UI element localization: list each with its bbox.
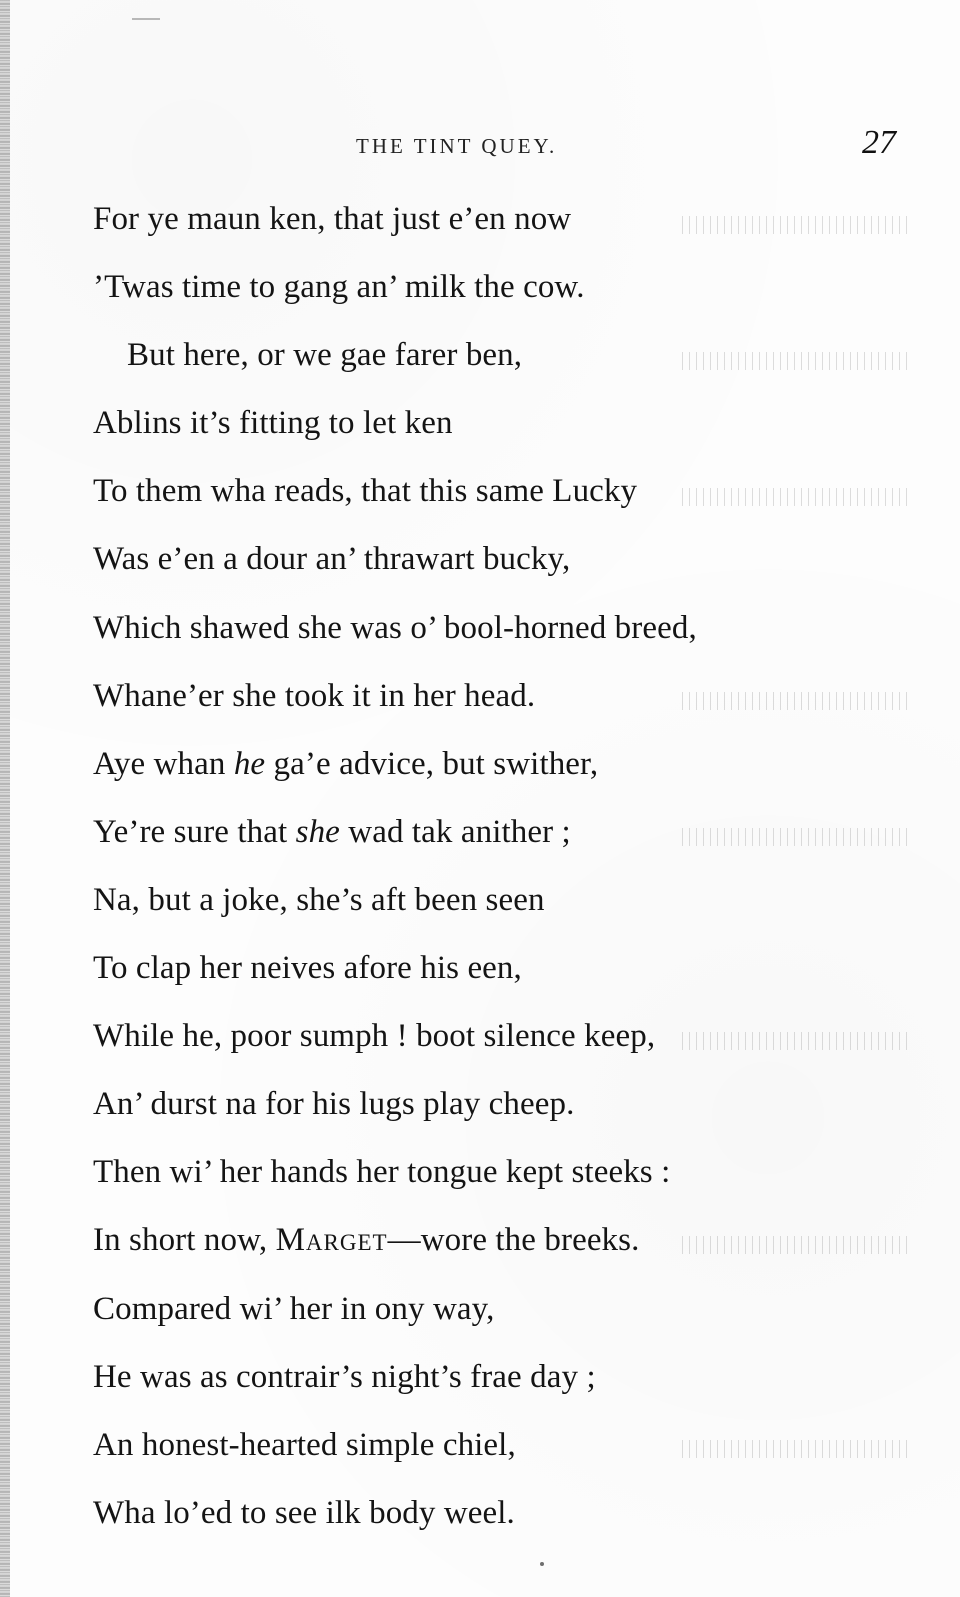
verse-line-18 xyxy=(93,1351,913,1419)
bleed-through-speckle xyxy=(682,692,912,710)
verse-line-20-text: Wha lo’ed to see ilk body weel. xyxy=(93,1494,515,1531)
verse-line-3-text: But here, or we gae farer ben, xyxy=(127,337,523,374)
verse-line-14-text: An’ durst na for his lugs play cheep. xyxy=(93,1086,575,1123)
verse-line-5-text: To them wha reads, that this same Lucky xyxy=(93,473,638,510)
verse-line-16-start: In short now, xyxy=(93,1222,276,1259)
verse-line-11 xyxy=(93,874,913,942)
verse-line-13-text: While he, poor sumph ! boot silence keep, xyxy=(93,1018,656,1055)
verse-line-7-text: Which shawed she was o’ bool-horned breed, xyxy=(93,609,697,646)
page-header xyxy=(0,120,960,170)
verse-line-10-start: Ye’re sure that xyxy=(93,813,296,850)
verse-line-6-text: Was e’en a dour an’ thrawart bucky, xyxy=(93,541,571,578)
page-number: 27 xyxy=(862,124,896,161)
scan-bottom-mark xyxy=(540,1562,544,1566)
verse-line-17-text: Compared wi’ her in ony way, xyxy=(93,1290,495,1327)
poem-verse xyxy=(93,193,913,1555)
verse-line-10-end: wad tak anither ; xyxy=(339,813,571,850)
verse-line-16-end: —wore the breeks. xyxy=(387,1222,640,1259)
verse-line-2-text: ’Twas time to gang an’ milk the cow. xyxy=(93,269,585,306)
verse-line-2 xyxy=(93,261,913,329)
verse-line-19-text: An honest-hearted simple chiel, xyxy=(93,1426,516,1463)
verse-line-4 xyxy=(93,397,913,465)
verse-line-7 xyxy=(93,602,913,670)
verse-line-12 xyxy=(93,942,913,1010)
name-marget: Marget xyxy=(275,1222,388,1259)
scan-left-edge xyxy=(0,0,10,1597)
verse-line-12-text: To clap her neives afore his een, xyxy=(93,950,522,987)
bleed-through-speckle xyxy=(682,1440,912,1458)
verse-line-9 xyxy=(93,738,913,806)
bleed-through-speckle xyxy=(682,1032,912,1050)
verse-line-6 xyxy=(93,533,913,601)
bleed-through-speckle xyxy=(682,352,912,370)
bleed-through-speckle xyxy=(682,488,912,506)
verse-line-1-text: For ye maun ken, that just e’en now xyxy=(93,201,572,237)
verse-line-9-end: ga’e advice, but swither, xyxy=(265,745,599,782)
verse-line-11-text: Na, but a joke, she’s aft been seen xyxy=(93,881,545,918)
bleed-through-speckle xyxy=(682,828,912,846)
scan-top-mark xyxy=(132,18,160,20)
running-title: THE TINT QUEY. xyxy=(356,134,558,158)
verse-line-18-text: He was as contrair’s night’s frae day ; xyxy=(93,1358,596,1395)
verse-line-9-start: Aye whan xyxy=(93,745,234,782)
bleed-through-speckle xyxy=(682,1236,912,1254)
verse-line-15-text: Then wi’ her hands her tongue kept steeks : xyxy=(93,1154,671,1191)
verse-line-17 xyxy=(93,1283,913,1351)
verse-line-15 xyxy=(93,1146,913,1214)
verse-line-20 xyxy=(93,1487,913,1555)
verse-line-14 xyxy=(93,1078,913,1146)
bleed-through-speckle xyxy=(682,216,912,234)
italic-word-he: he xyxy=(233,745,266,782)
verse-line-4-text: Ablins it’s fitting to let ken xyxy=(93,405,453,442)
italic-word-she: she xyxy=(295,813,340,850)
verse-line-8-text: Whane’er she took it in her head. xyxy=(93,677,536,714)
